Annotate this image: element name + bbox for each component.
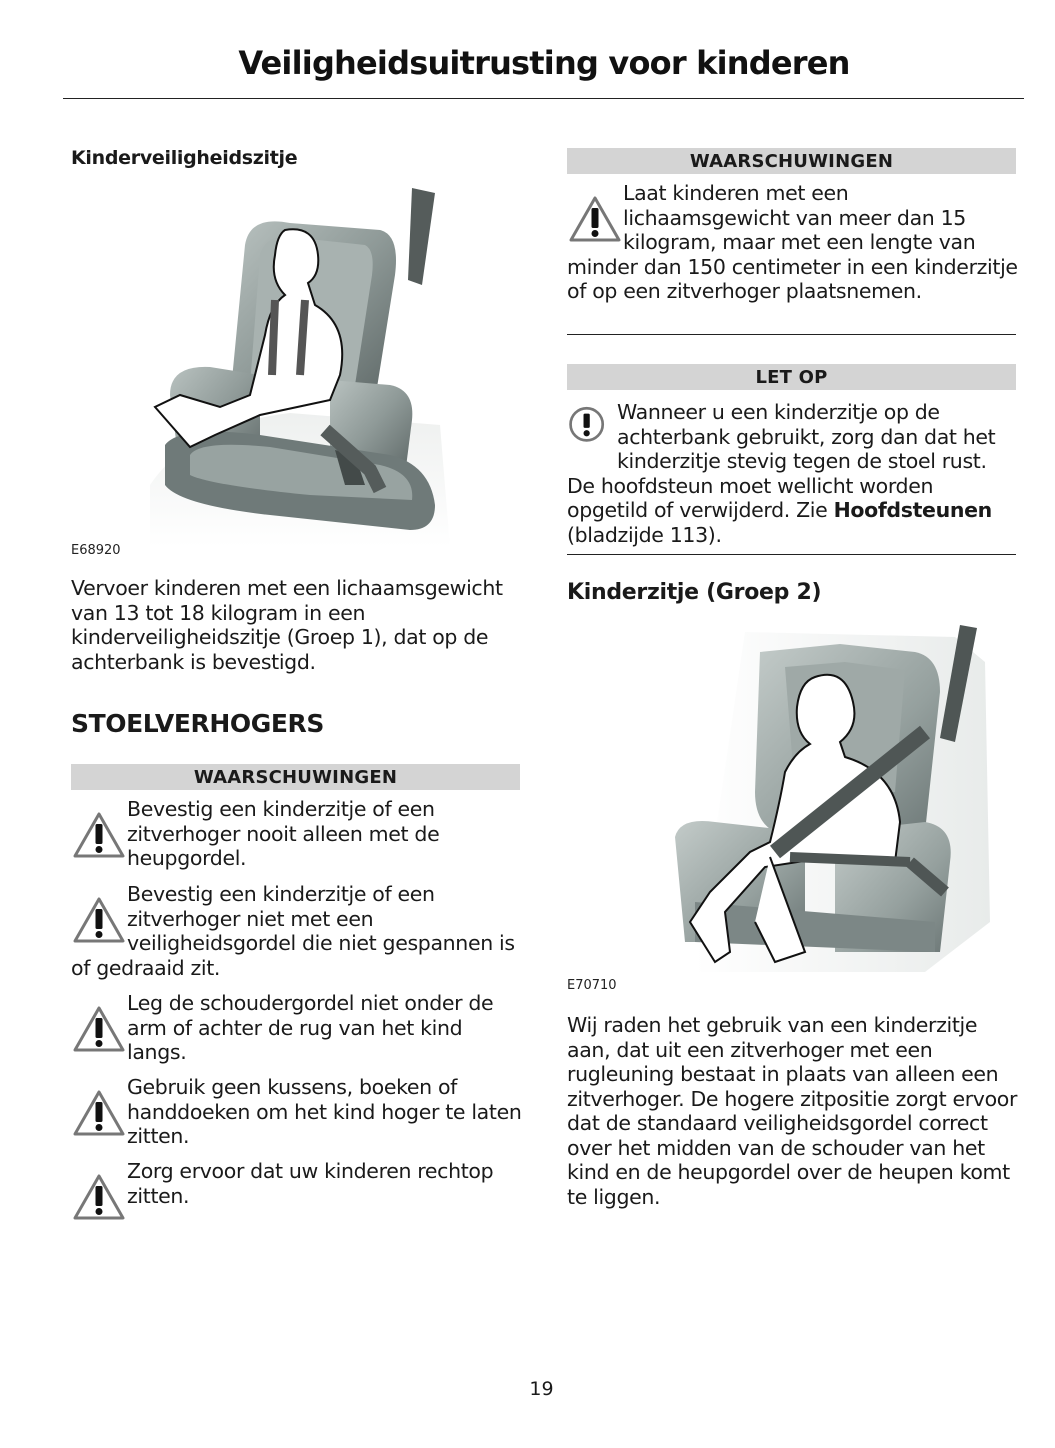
caution-rule [567, 554, 1016, 555]
warning-text-5: Zorg ervoor dat uw kinderen rechtop zitten. [127, 1159, 494, 1208]
group1-description-text: Vervoer kinderen met een lichaamsgewicht van 13 tot 18 kilogram in een kinderveiligheidszitje (Groep 1), dat op de achterbank is bevestigd. [71, 576, 503, 674]
warning-text-right: Laat kinderen met een lichaamsgewicht van meer dan 15 kilogram, maar met een lengte van minder dan 150 centimeter in een kinderzitje of op een zitverhoger plaatsnemen. [567, 181, 1018, 303]
child-seat-group1-illustration [150, 185, 450, 547]
warning-item-4 [71, 1075, 523, 1149]
warning-triangle-icon [71, 1162, 127, 1232]
warning-item-1 [71, 797, 523, 871]
figure-code-e68920: E68920 [71, 543, 121, 558]
figure-code-e70710: E70710 [567, 978, 617, 993]
caution-reference[interactable]: Hoofdsteunen [833, 498, 992, 522]
warning-item-3 [71, 991, 523, 1065]
warning-triangle-icon [71, 1078, 127, 1148]
group1-description [71, 576, 523, 674]
page-title: Veiligheidsuitrusting voor kinderen [238, 44, 850, 82]
warning-text-2: Bevestig een kinderzitje of een zitverhoger niet met een veiligheidsgordel die niet gespannen is of gedraaid zit. [71, 882, 515, 980]
warnings-bar-left: WAARSCHUWINGEN [71, 764, 520, 790]
warnings-rule-right [567, 334, 1016, 335]
heading-child-safety-seat: Kinderveiligheidszitje [71, 147, 298, 169]
warning-triangle-icon [71, 800, 127, 870]
warnings-bar-right: WAARSCHUWINGEN [567, 148, 1016, 174]
group2-description [567, 1013, 1019, 1209]
child-seat-group2-illustration [655, 622, 990, 977]
caution-item [567, 400, 1019, 547]
heading-child-seat-group2: Kinderzitje (Groep 2) [567, 580, 822, 605]
group2-description-text: Wij raden het gebruik van een kinderzitje aan, dat uit een zitverhoger met een rugleuning bestaat in plaats van alleen een zitverhoger. De hogere zitpositie zorgt ervoor dat de standaard veiligheidsgordel correct over het midden van de schouder van het kind en de heupgordel over de heupen komt te liggen. [567, 1013, 1018, 1209]
warning-triangle-icon [567, 184, 623, 254]
page-number: 19 [529, 1378, 554, 1400]
warning-text-1: Bevestig een kinderzitje of een zitverhoger nooit alleen met de heupgordel. [127, 797, 440, 870]
warning-text-4: Gebruik geen kussens, boeken of handdoeken om het kind hoger te laten zitten. [127, 1075, 522, 1148]
caution-exclamation-icon [567, 403, 617, 451]
warning-triangle-icon [71, 885, 127, 955]
title-rule [63, 98, 1024, 99]
warning-item-5 [71, 1159, 523, 1232]
warning-item-right [567, 181, 1019, 304]
heading-boosters: STOELVERHOGERS [71, 709, 324, 738]
warning-item-2 [71, 882, 523, 980]
warning-text-3: Leg de schoudergordel niet onder de arm of achter de rug van het kind langs. [127, 991, 494, 1064]
caution-bar: LET OP [567, 364, 1016, 390]
caution-page: (bladzijde 113). [567, 522, 722, 547]
caution-text: Wanneer u een kinderzitje op de achterbank gebruikt, zorg dan dat het kinderzitje stevig tegen de stoel rust. De hoofdsteun moet wellicht worden opgetild of verwijderd. Zie [567, 400, 996, 522]
warning-triangle-icon [71, 994, 127, 1064]
